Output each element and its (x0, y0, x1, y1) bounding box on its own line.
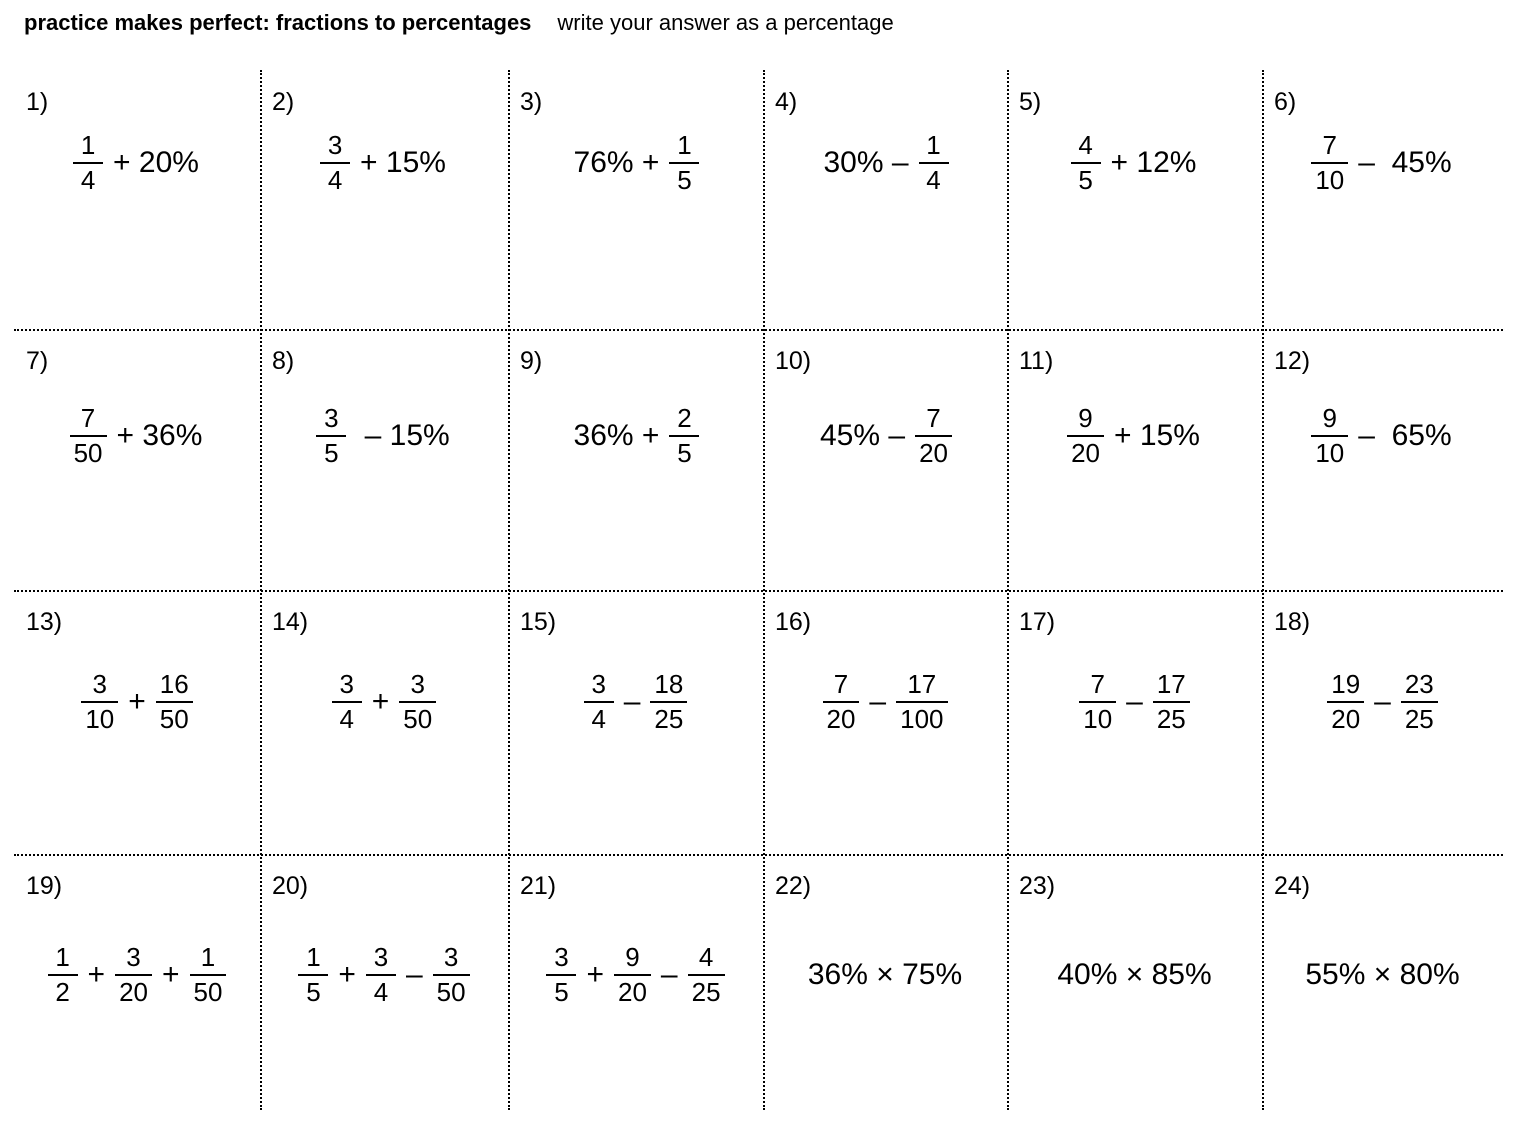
expression-text: 76% + (573, 146, 660, 179)
problem-expression (763, 670, 1007, 734)
problem-number: 6) (1274, 88, 1297, 116)
expression-text: + 15% (360, 146, 446, 179)
problem-number: 20) (272, 872, 309, 900)
fraction-bar (1071, 162, 1101, 164)
fraction (1315, 129, 1345, 195)
problem-expression (1007, 670, 1262, 734)
fraction (1331, 668, 1361, 734)
denominator: 20 (119, 977, 148, 1007)
expression-text: + (371, 685, 390, 718)
fraction-bar (298, 974, 328, 976)
problem-expression (260, 943, 508, 1007)
worksheet-instructions: write your answer as a percentage (557, 10, 894, 35)
numerator: 19 (1331, 668, 1361, 699)
fraction (588, 668, 610, 734)
numerator: 1 (200, 941, 216, 972)
expression-text: + (162, 958, 180, 991)
numerator: 3 (373, 941, 389, 972)
fraction-bar (669, 162, 699, 164)
problem-number: 2) (272, 88, 295, 116)
fraction-bar (73, 162, 103, 164)
denominator: 20 (1331, 704, 1361, 734)
numerator: 3 (591, 668, 606, 699)
problem-number: 8) (272, 347, 295, 375)
fraction-bar (115, 974, 152, 976)
fraction (900, 668, 944, 734)
problem-number: 23) (1019, 872, 1056, 900)
fraction-bar (1401, 701, 1438, 703)
fraction (193, 941, 223, 1007)
denominator: 5 (324, 438, 339, 468)
fraction-bar (366, 974, 396, 976)
denominator: 25 (654, 704, 684, 734)
problem-number: 21) (520, 872, 557, 900)
numerator: 7 (1090, 668, 1105, 699)
expression-text: 30% – (823, 146, 909, 179)
expression-text: + (338, 958, 356, 991)
fraction-bar (919, 162, 949, 164)
fraction-bar (614, 974, 651, 976)
problem-number: 9) (520, 347, 543, 375)
fraction-bar (320, 162, 350, 164)
numerator: 9 (625, 941, 640, 972)
numerator: 7 (80, 402, 96, 433)
problem-expression (1007, 404, 1262, 468)
problem-cell (1007, 854, 1262, 1110)
expression-text: + 12% (1110, 146, 1197, 179)
fraction-bar (688, 974, 725, 976)
fraction (159, 668, 189, 734)
fraction (73, 402, 103, 468)
fraction (1083, 668, 1113, 734)
fraction-bar (823, 701, 860, 703)
fraction-bar (669, 435, 699, 437)
problem-number: 22) (775, 872, 812, 900)
fraction-bar (70, 435, 107, 437)
numerator: 3 (410, 668, 425, 699)
fraction-bar (81, 701, 118, 703)
fraction-bar (896, 701, 947, 703)
fraction-bar (546, 974, 576, 976)
problem-expression (260, 404, 508, 468)
problem-cell (763, 70, 1007, 329)
problem-expression (1262, 131, 1503, 195)
fraction (691, 941, 721, 1007)
denominator: 4 (373, 977, 389, 1007)
expression-text: 36% × 75% (807, 958, 963, 991)
denominator: 10 (1315, 438, 1345, 468)
problem-number: 10) (775, 347, 812, 375)
problem-number: 14) (272, 608, 309, 636)
expression-text: + 20% (113, 146, 199, 179)
numerator: 1 (80, 129, 96, 160)
fraction (618, 941, 647, 1007)
problem-cell (14, 329, 260, 590)
problem-cell (763, 329, 1007, 590)
problem-number: 16) (775, 608, 812, 636)
fraction (1071, 402, 1100, 468)
numerator: 9 (1078, 402, 1093, 433)
numerator: 7 (926, 402, 941, 433)
problem-cell (14, 70, 260, 329)
problem-expression (508, 670, 763, 734)
fraction (550, 941, 572, 1007)
expression-text: – 65% (1358, 419, 1452, 452)
numerator: 3 (92, 668, 107, 699)
fraction-bar (1311, 435, 1348, 437)
denominator: 50 (159, 704, 189, 734)
denominator: 4 (591, 704, 606, 734)
problem-expression (763, 943, 1007, 1007)
problem-number: 4) (775, 88, 798, 116)
problem-expression (14, 670, 260, 734)
fraction (403, 668, 433, 734)
denominator: 4 (80, 165, 96, 195)
fraction (77, 129, 99, 195)
numerator: 3 (126, 941, 141, 972)
denominator: 5 (677, 438, 692, 468)
expression-text: – (623, 685, 641, 718)
fraction (436, 941, 466, 1007)
numerator: 4 (1078, 129, 1093, 160)
expression-text: 36% + (573, 419, 660, 452)
fraction (654, 668, 684, 734)
worksheet-header (24, 10, 894, 36)
numerator: 18 (654, 668, 684, 699)
expression-text: – (1126, 685, 1143, 718)
denominator: 50 (436, 977, 466, 1007)
problem-expression (763, 404, 1007, 468)
problem-cell (508, 854, 763, 1110)
problem-expression (1262, 670, 1503, 734)
problem-cell (14, 590, 260, 854)
problem-expression (508, 943, 763, 1007)
problem-expression (260, 670, 508, 734)
problem-cell (260, 854, 508, 1110)
problem-number: 19) (26, 872, 63, 900)
problem-number: 17) (1019, 608, 1056, 636)
problem-cell (1262, 590, 1503, 854)
problem-cell (1007, 70, 1262, 329)
problem-number: 15) (520, 608, 557, 636)
fraction (52, 941, 74, 1007)
problem-cell (763, 590, 1007, 854)
problem-cell (1007, 590, 1262, 854)
fraction-bar (433, 974, 470, 976)
denominator: 10 (1083, 704, 1113, 734)
problem-cell (260, 329, 508, 590)
problem-cell (763, 854, 1007, 1110)
fraction (919, 402, 948, 468)
fraction-bar (650, 701, 687, 703)
fraction (320, 402, 342, 468)
numerator: 3 (327, 129, 343, 160)
denominator: 25 (691, 977, 721, 1007)
problem-number: 5) (1019, 88, 1042, 116)
problem-number: 18) (1274, 608, 1311, 636)
denominator: 25 (1404, 704, 1434, 734)
problem-number: 1) (26, 88, 49, 116)
problem-number: 11) (1019, 347, 1054, 375)
denominator: 4 (327, 165, 343, 195)
fraction (1404, 668, 1434, 734)
problem-number: 12) (1274, 347, 1311, 375)
numerator: 3 (324, 402, 339, 433)
expression-text: + (87, 958, 106, 991)
expression-text: 40% × 85% (1057, 958, 1212, 991)
problem-expression (508, 131, 763, 195)
problem-cell (260, 70, 508, 329)
fraction-bar (1079, 701, 1116, 703)
expression-text: – 15% (356, 419, 450, 452)
problem-cell (508, 590, 763, 854)
numerator: 9 (1322, 402, 1338, 433)
denominator: 5 (554, 977, 569, 1007)
expression-text: + (128, 685, 146, 718)
numerator: 1 (55, 941, 70, 972)
fraction (673, 129, 695, 195)
expression-text: 45% – (820, 419, 906, 452)
denominator: 20 (1071, 438, 1100, 468)
problem-expression (1262, 943, 1503, 1007)
fraction-bar (48, 974, 78, 976)
fraction-bar (1327, 701, 1364, 703)
fraction (1075, 129, 1097, 195)
problem-cell (1262, 70, 1503, 329)
problem-cell (1007, 329, 1262, 590)
fraction-bar (1153, 701, 1190, 703)
worksheet-title: practice makes perfect: fractions to percentages (24, 10, 532, 35)
problem-expression (1262, 404, 1503, 468)
fraction-bar (156, 701, 193, 703)
fraction-bar (190, 974, 227, 976)
denominator: 2 (55, 977, 70, 1007)
denominator: 20 (618, 977, 647, 1007)
expression-text: – (660, 958, 678, 991)
fraction (324, 129, 346, 195)
problem-cell (508, 70, 763, 329)
expression-text: – (1374, 685, 1391, 718)
fraction-bar (1311, 162, 1348, 164)
fraction (923, 129, 945, 195)
numerator: 1 (677, 129, 692, 160)
numerator: 3 (339, 668, 354, 699)
expression-text: + (586, 958, 604, 991)
problem-cell (14, 854, 260, 1110)
fraction (85, 668, 115, 734)
denominator: 4 (339, 704, 354, 734)
denominator: 4 (926, 165, 941, 195)
numerator: 4 (698, 941, 714, 972)
denominator: 50 (193, 977, 223, 1007)
problem-cell (1262, 854, 1503, 1110)
fraction (302, 941, 324, 1007)
problem-number: 13) (26, 608, 63, 636)
problem-number: 7) (26, 347, 49, 375)
expression-text: – (869, 685, 887, 718)
denominator: 50 (403, 704, 433, 734)
denominator: 100 (900, 704, 944, 734)
denominator: 25 (1156, 704, 1186, 734)
numerator: 3 (443, 941, 459, 972)
expression-text: 55% × 80% (1305, 958, 1460, 991)
numerator: 1 (306, 941, 321, 972)
fraction (673, 402, 695, 468)
numerator: 1 (926, 129, 941, 160)
problem-expression (14, 943, 260, 1007)
fraction-bar (332, 701, 362, 703)
numerator: 7 (833, 668, 849, 699)
expression-text: – (405, 958, 423, 991)
problem-cell (1262, 329, 1503, 590)
numerator: 17 (1156, 668, 1186, 699)
fraction-bar (316, 435, 346, 437)
denominator: 10 (1315, 165, 1345, 195)
numerator: 7 (1322, 129, 1338, 160)
fraction (1156, 668, 1186, 734)
numerator: 23 (1404, 668, 1434, 699)
problem-expression (1007, 131, 1262, 195)
fraction (1315, 402, 1345, 468)
expression-text: – 45% (1358, 146, 1452, 179)
fraction (370, 941, 392, 1007)
denominator: 5 (1078, 165, 1093, 195)
problem-expression (508, 404, 763, 468)
numerator: 2 (677, 402, 692, 433)
fraction (826, 668, 856, 734)
denominator: 5 (306, 977, 321, 1007)
problem-expression (1007, 943, 1262, 1007)
denominator: 5 (677, 165, 692, 195)
problem-expression (14, 404, 260, 468)
numerator: 16 (159, 668, 189, 699)
numerator: 3 (554, 941, 569, 972)
denominator: 10 (85, 704, 115, 734)
fraction-bar (1067, 435, 1104, 437)
denominator: 20 (826, 704, 856, 734)
denominator: 50 (73, 438, 103, 468)
problem-expression (260, 131, 508, 195)
fraction (336, 668, 358, 734)
expression-text: + 36% (116, 419, 203, 452)
denominator: 20 (919, 438, 948, 468)
fraction-bar (399, 701, 436, 703)
problem-cell (508, 329, 763, 590)
problem-number: 3) (520, 88, 543, 116)
fraction-bar (915, 435, 952, 437)
problem-cell (260, 590, 508, 854)
problem-number: 24) (1274, 872, 1311, 900)
fraction-bar (584, 701, 614, 703)
expression-text: + 15% (1114, 419, 1200, 452)
fraction (119, 941, 148, 1007)
numerator: 17 (907, 668, 937, 699)
problem-expression (14, 131, 260, 195)
problem-expression (763, 131, 1007, 195)
